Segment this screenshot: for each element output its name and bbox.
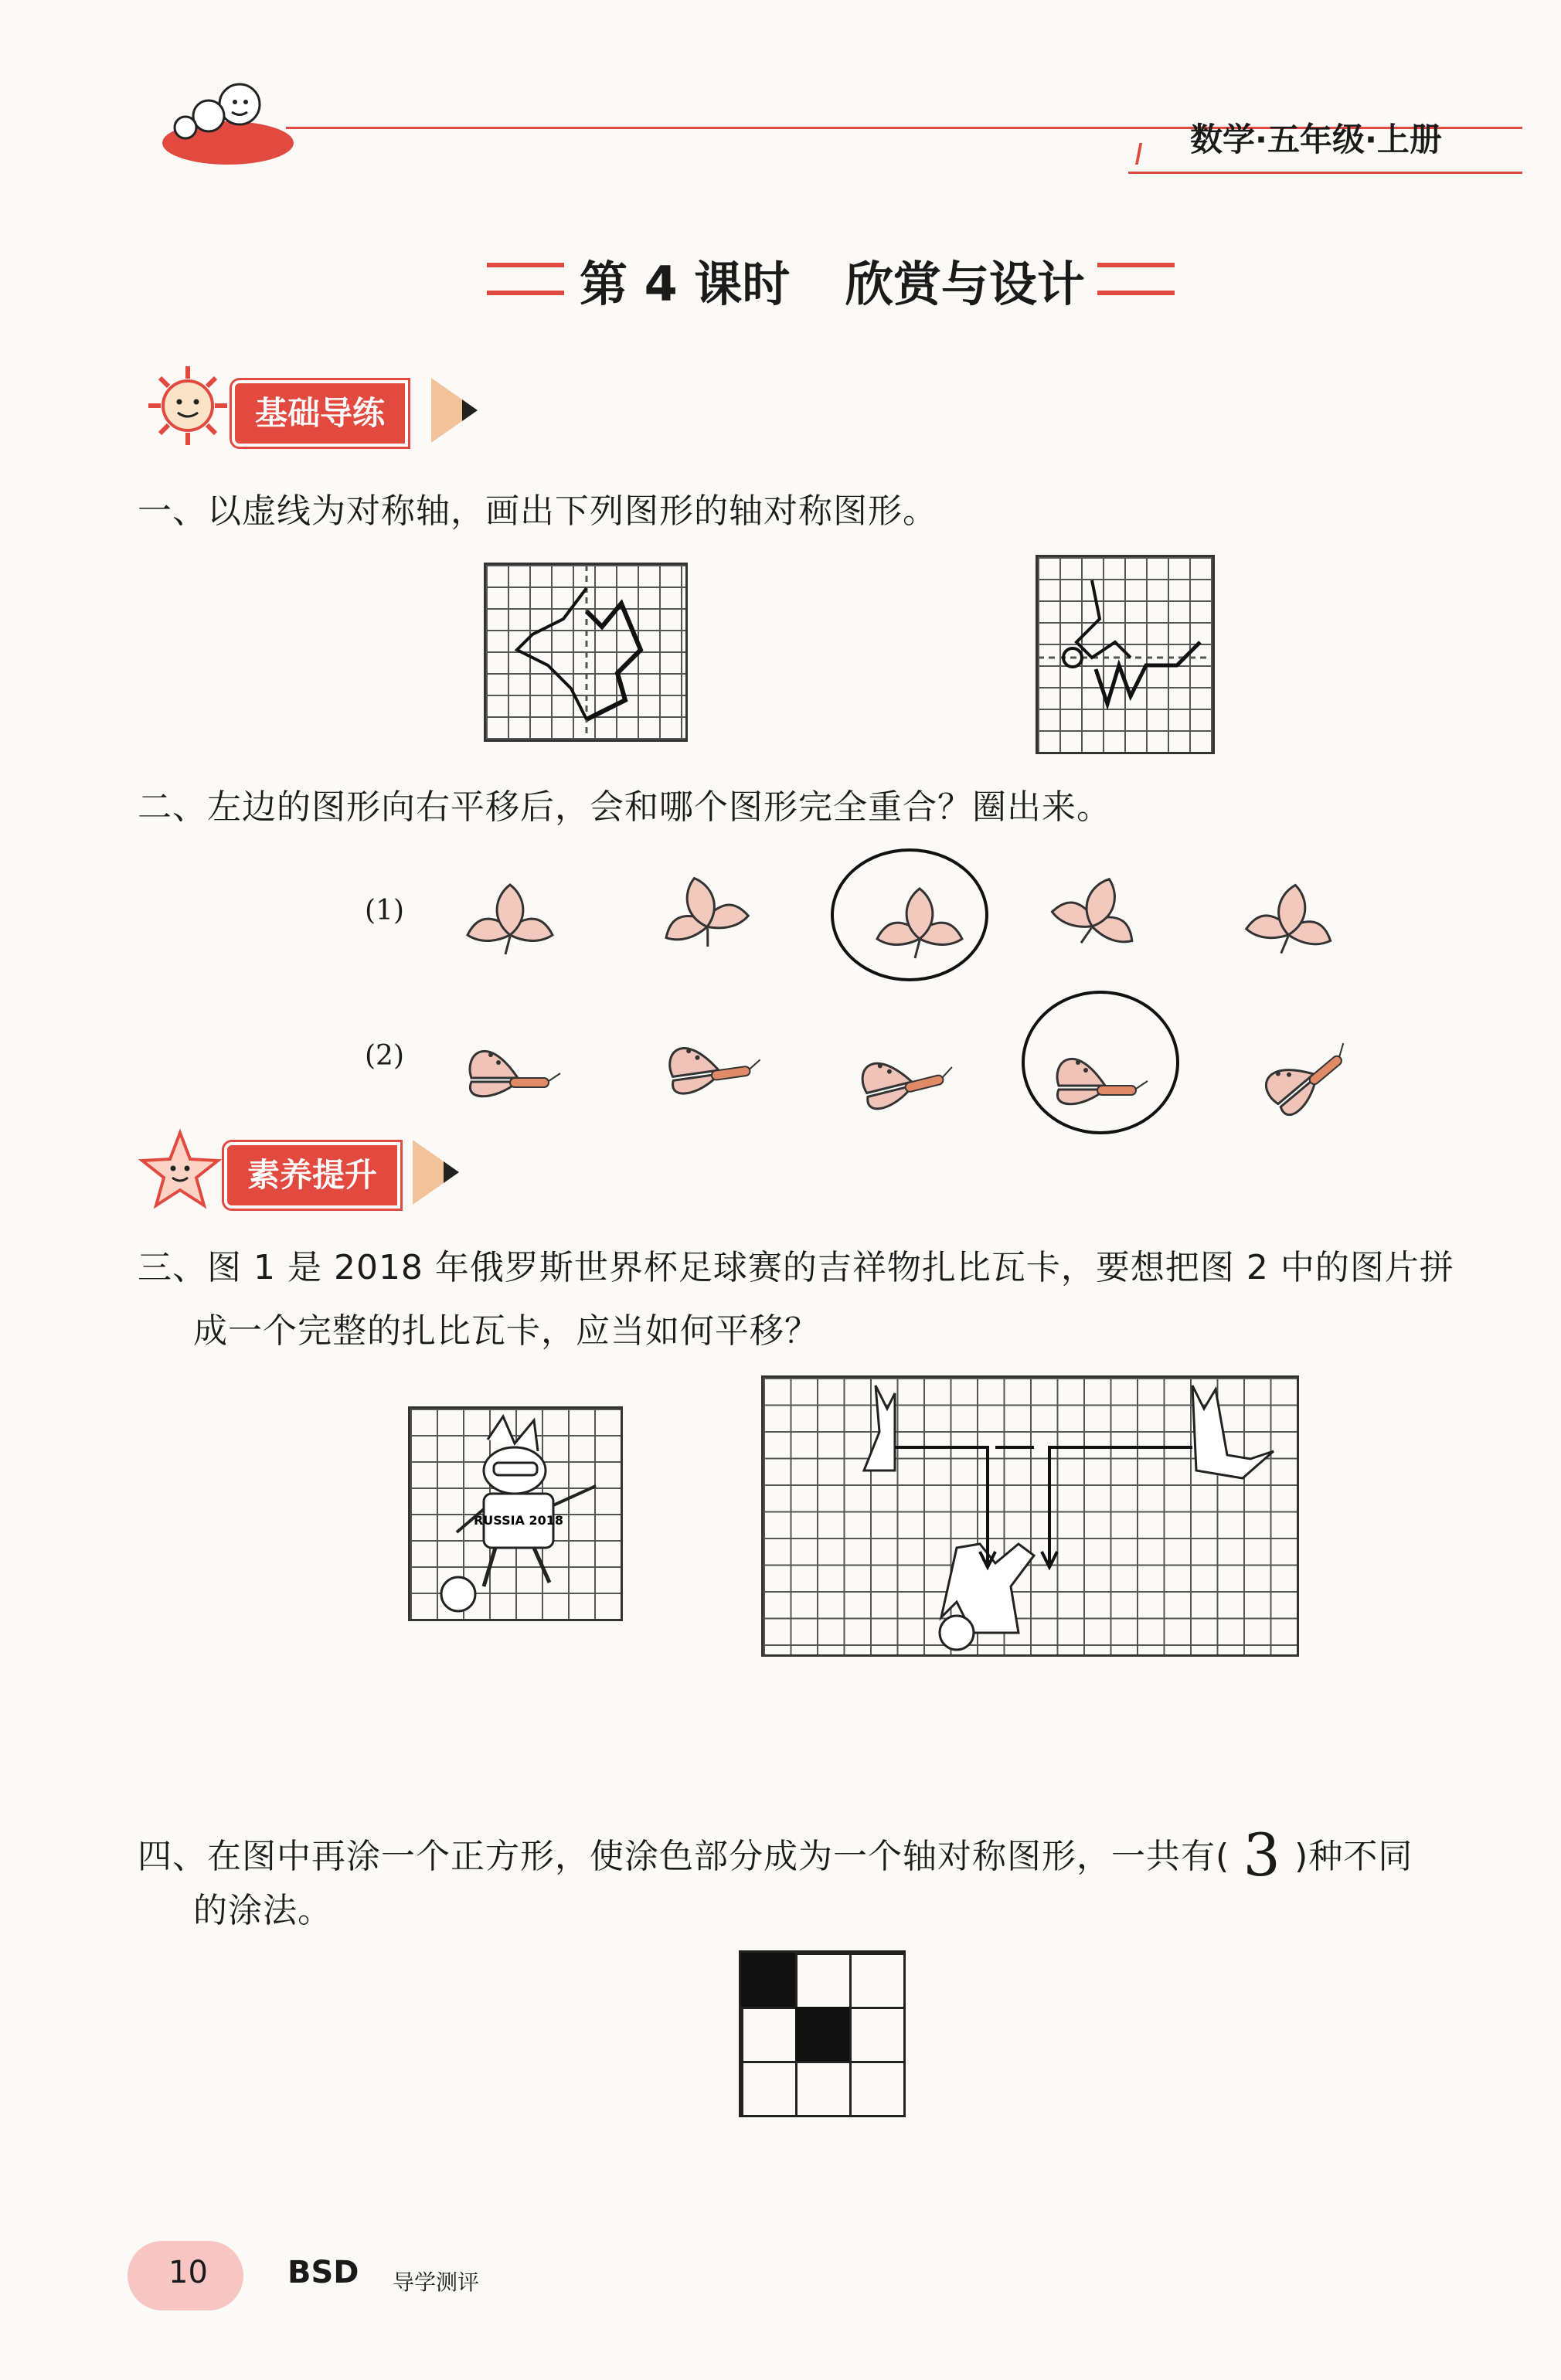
q2-text: 二、左边的图形向右平移后，会和哪个图形完全重合？圈出来。 bbox=[138, 787, 1111, 827]
q4-line2: 的涂法。 bbox=[193, 1891, 332, 1930]
section-basic-pencil-lead bbox=[462, 400, 478, 421]
sun-icon bbox=[145, 363, 230, 448]
q4-shaded-cell-2 bbox=[795, 2007, 849, 2061]
q1-figure-right bbox=[1038, 557, 1212, 752]
butterfly-original bbox=[470, 1051, 560, 1096]
section-advanced-badge: 素养提升 bbox=[224, 1142, 400, 1209]
q2-row1-label: (1) bbox=[365, 895, 404, 926]
section-basic-badge: 基础导练 bbox=[232, 380, 408, 447]
q1-grid-left bbox=[484, 563, 688, 742]
series: 导学测评 bbox=[393, 2270, 480, 2295]
lotus-option-4 bbox=[1243, 879, 1337, 960]
q1-figure-left bbox=[486, 565, 685, 740]
title-deco-left bbox=[487, 263, 564, 295]
publisher: BSD bbox=[287, 2255, 359, 2290]
q4-answer: 3 bbox=[1243, 1821, 1281, 1889]
q4-shaded-cell-1 bbox=[741, 1953, 795, 2007]
q3-figure2-grid bbox=[761, 1375, 1299, 1657]
lotus-option-3 bbox=[1046, 865, 1149, 959]
star-icon bbox=[138, 1128, 223, 1213]
page-number: 10 bbox=[168, 2255, 208, 2290]
q4-grid bbox=[739, 1950, 906, 2117]
lesson-title bbox=[580, 246, 1085, 314]
butterfly-option-1 bbox=[668, 1038, 763, 1095]
q4-text-after: )种不同 bbox=[1294, 1837, 1413, 1876]
header-mascot bbox=[155, 70, 294, 170]
q3-figure1-grid bbox=[408, 1406, 623, 1621]
book-title: 数学·五年级·上册 bbox=[1190, 121, 1442, 158]
lesson-topic: 欣赏与设计 bbox=[845, 256, 1085, 312]
q3-line2: 成一个完整的扎比瓦卡，应当如何平移？ bbox=[193, 1311, 819, 1351]
mascot-text: RUSSIA 2018 bbox=[473, 1513, 564, 1528]
header-rule-lower bbox=[1128, 172, 1522, 174]
butterfly-option-4 bbox=[1260, 1026, 1358, 1119]
q2-figures bbox=[0, 850, 1561, 1144]
lotus-option-1 bbox=[653, 867, 753, 956]
q3-line1: 三、图 1 是 2018 年俄罗斯世界杯足球赛的吉祥物扎比瓦卡，要想把图 2 中的图片拼 bbox=[138, 1248, 1454, 1287]
q3-figure2-pieces bbox=[763, 1378, 1297, 1654]
q1-text: 一、以虚线为对称轴，画出下列图形的轴对称图形。 bbox=[138, 491, 937, 531]
lesson-number: 第 4 课时 bbox=[580, 256, 791, 312]
section-advanced-pencil-lead bbox=[444, 1161, 459, 1183]
q2-answer-circle-2 bbox=[1022, 991, 1179, 1134]
grade-mark: I bbox=[1134, 138, 1144, 172]
butterfly-option-2 bbox=[859, 1046, 958, 1111]
q1-grid-right bbox=[1036, 555, 1215, 754]
q2-answer-circle-1 bbox=[831, 848, 988, 981]
q2-row2-label: (2) bbox=[365, 1040, 404, 1072]
q4-text-before: 四、在图中再涂一个正方形，使涂色部分成为一个轴对称图形，一共有( bbox=[138, 1837, 1230, 1876]
q4-line1 bbox=[138, 1821, 1413, 1889]
title-deco-right bbox=[1097, 263, 1175, 295]
mascot-full bbox=[410, 1409, 621, 1619]
lotus-original bbox=[468, 885, 553, 954]
